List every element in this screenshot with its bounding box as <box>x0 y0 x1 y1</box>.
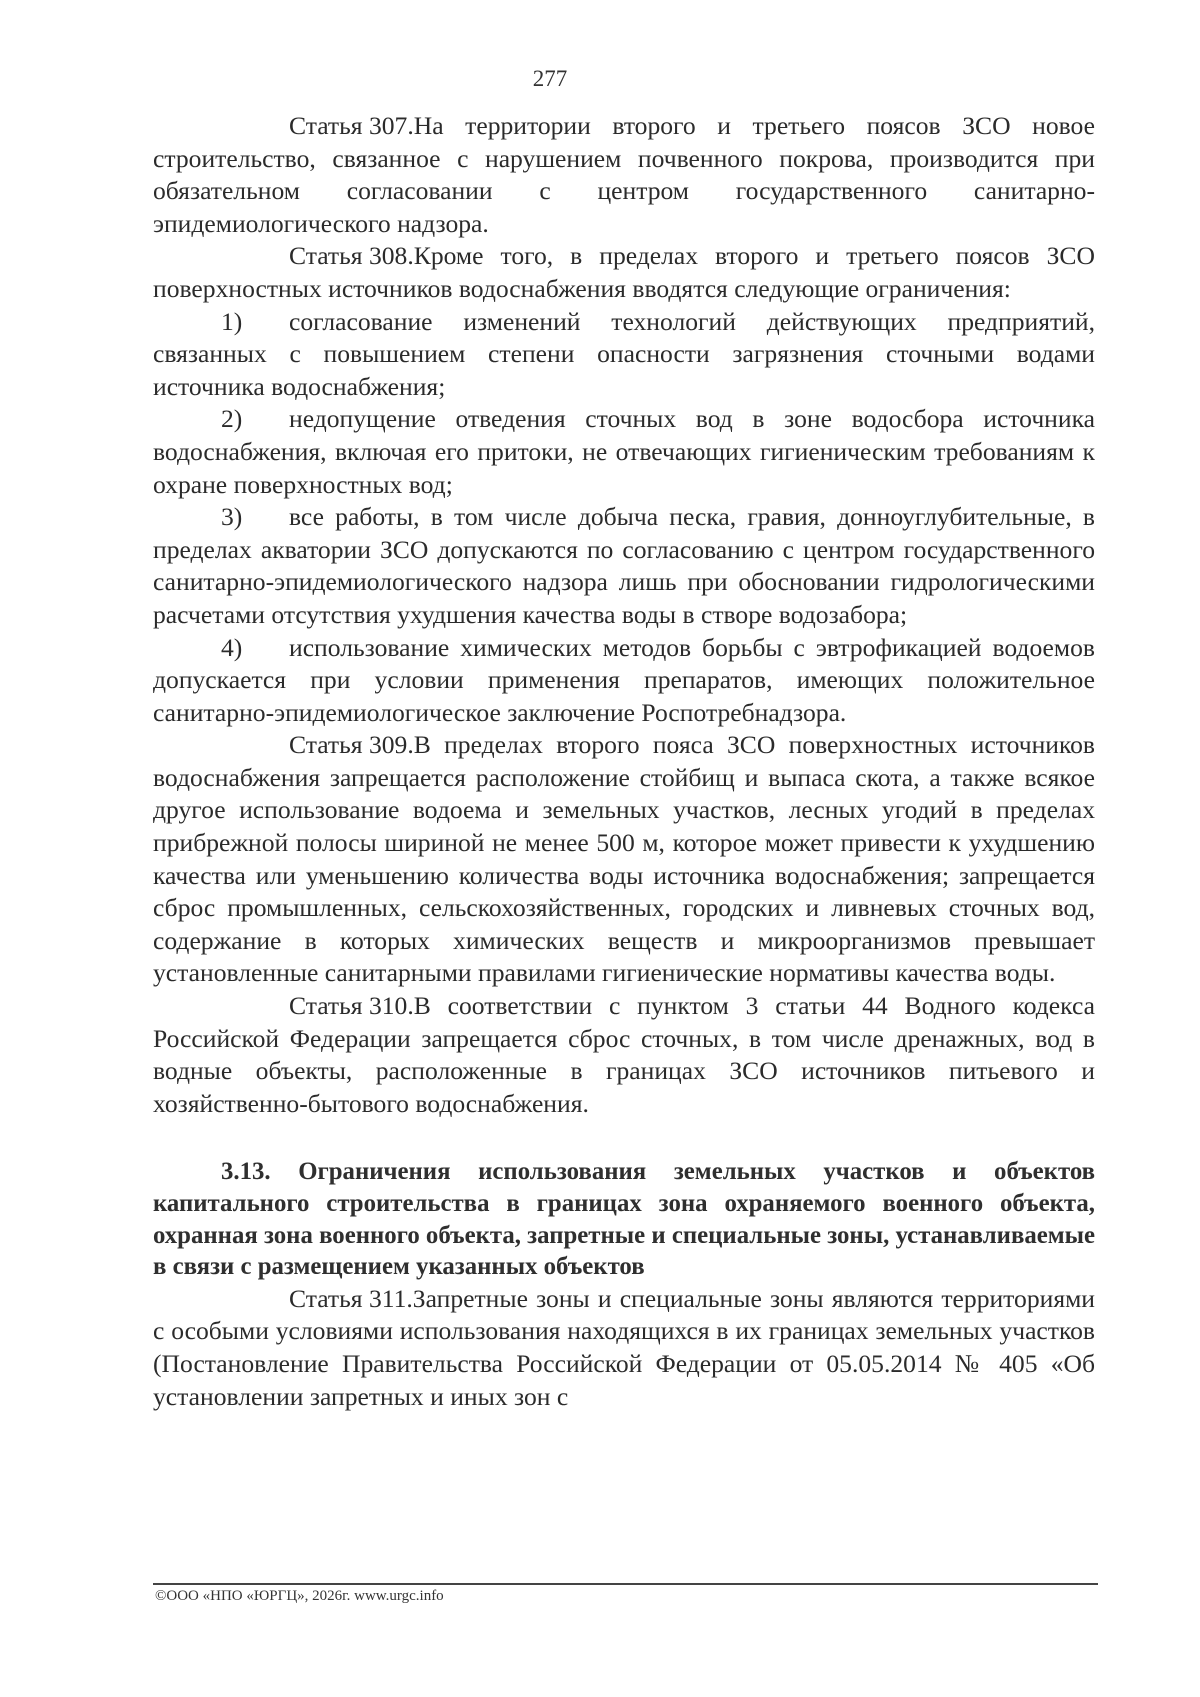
list-item <box>153 306 1095 404</box>
article-text: На территории второго и третьего поясов ЗСО новое строительство, связанное с нарушением почвенного покрова, производится при обязательном согласовании с центром государственного санитарно-эпидемиологического надзора. <box>153 111 1095 238</box>
article-label: Статья 308. <box>289 241 414 271</box>
footer-copyright: ©ООО «НПО «ЮРГЦ», 2026г. www.urgc.info <box>155 1588 444 1604</box>
list-item-number: 4) <box>221 632 243 662</box>
list-item <box>153 403 1095 501</box>
article-label: Статья 311. <box>289 1283 413 1313</box>
article-311 <box>153 1283 1095 1413</box>
list-item-text: использование химических методов борьбы с эвтрофикацией водоемов допускается при условии применения препаратов, имеющих положительное санитарно-эпидемиологическое заключение Роспотребнадзора. <box>153 632 1095 727</box>
list-item-text: недопущение отведения сточных вод в зоне водосбора источника водоснабжения, включая его притоки, не отвечающих гигиеническим требованиям к охране поверхностных вод; <box>153 404 1095 499</box>
article-308 <box>153 240 1095 305</box>
article-text: В пределах второго пояса ЗСО поверхностных источников водоснабжения запрещается расположение стойбищ и выпаса скота, а также всякое другое использование водоема и земельных участков, лесных угодий в пределах прибрежной полосы шириной не менее 500 м, которое может привести к ухудшению качества или уменьшению количества воды источника водоснабжения; запрещается сброс промышленных, сельскохозяйственных, городских и ливневых сточных вод, содержание в которых химических веществ и микроорганизмов превышает установленные санитарными правилами гигиенические нормативы качества воды. <box>153 730 1095 988</box>
article-309 <box>153 729 1095 990</box>
article-label: Статья 310. <box>289 991 414 1021</box>
article-text: Запретные зоны и специальные зоны являются территориями с особыми условиями использования находящихся в их границах земельных участков (Постановление Правительства Российской Федерации от 05.05.2014 № 405 «Об установлении запретных и иных зон с <box>153 1283 1095 1411</box>
article-label: Статья 309. <box>289 730 414 760</box>
article-text: В соответствии с пунктом 3 статьи 44 Водного кодекса Российской Федерации запрещается сброс сточных, в том числе дренажных, вод в водные объекты, расположенные в границах ЗСО источников питьевого и хозяйственно-бытового водоснабжения. <box>153 991 1095 1118</box>
footer-divider <box>153 1583 1098 1585</box>
page-body <box>153 110 1095 1413</box>
article-310 <box>153 990 1095 1120</box>
section-heading: 3.13. Ограничения использования земельных участков и объектов капитального строительства в границах зона охраняемого военного объекта, охранная зона военного объекта, запретные и специальные зоны, устанавливаемые в связи с размещением указанных объектов <box>153 1158 1095 1281</box>
article-307 <box>153 110 1095 240</box>
list-item <box>153 632 1095 730</box>
list-item <box>153 501 1095 631</box>
list-item-text: все работы, в том числе добыча песка, гравия, донноуглубительные, в пределах акватории ЗСО допускаются по согласованию с центром государственного санитарно-эпидемиологического надзора лишь при обосновании гидрологическими расчетами отсутствия ухудшения качества воды в створе водозабора; <box>153 502 1095 629</box>
list-item-text: согласование изменений технологий действующих предприятий, связанных с повышением степени опасности загрязнения сточными водами источника водоснабжения; <box>153 306 1095 401</box>
list-item-number: 1) <box>221 306 243 336</box>
list-item-number: 2) <box>221 404 243 434</box>
list-item-number: 3) <box>221 502 243 532</box>
page-number: 277 <box>532 66 568 91</box>
article-label: Статья 307. <box>289 111 414 140</box>
article-text: Кроме того, в пределах второго и третьего поясов ЗСО поверхностных источников водоснабжения вводятся следующие ограничения: <box>153 241 1095 303</box>
